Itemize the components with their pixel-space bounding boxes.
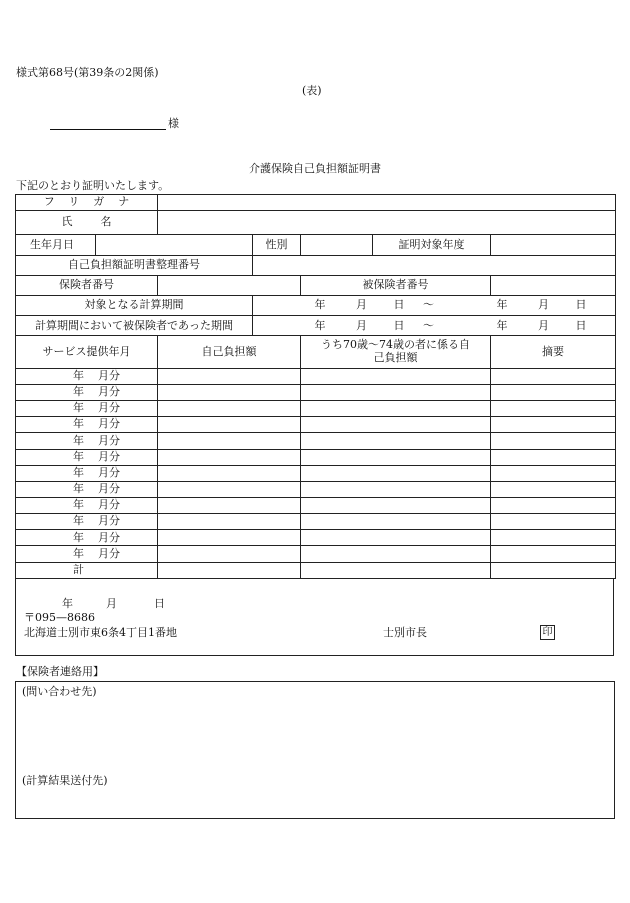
insurer-contact-heading: 【保険者連絡用】: [16, 665, 104, 678]
copay-cell: [158, 449, 301, 465]
period-start-month: 月: [356, 298, 368, 312]
document-title: 介護保険自己負担額証明書: [249, 162, 381, 175]
cert-year-value: [491, 235, 616, 255]
service-month-cell: [16, 401, 158, 417]
age-copay-cell: [301, 449, 491, 465]
age-copay-cell: [301, 498, 491, 514]
mayor-title: 士別市長: [383, 626, 427, 639]
copay-cell: [158, 530, 301, 546]
insurer-number-label: 保険者番号: [16, 275, 158, 295]
service-month-cell: [16, 481, 158, 497]
month-row-year: 年: [73, 498, 84, 512]
service-month-cell: [16, 546, 158, 562]
issuer-address: 北海道士別市東6条4丁目1番地: [24, 626, 177, 639]
certificate-table: [15, 194, 616, 579]
gender-value: [301, 235, 373, 255]
insured-start-day: 日: [393, 318, 405, 332]
copay-cell: [158, 433, 301, 449]
table-body: [16, 195, 616, 579]
age-copay-cell: [301, 465, 491, 481]
age-copay-cell: [301, 530, 491, 546]
birthdate-label: 生年月日: [16, 235, 96, 255]
age-copay-cell: [301, 514, 491, 530]
issue-day: 日: [154, 597, 165, 610]
issue-month: 月: [106, 597, 117, 610]
total-label: [16, 562, 158, 578]
furigana-label: フリガナ: [16, 195, 158, 211]
age-copay-cell: [301, 481, 491, 497]
total-row: [16, 562, 616, 578]
copay-cell: [158, 401, 301, 417]
period-tilde: 〜: [423, 298, 435, 312]
month-row: [16, 368, 616, 384]
insured-start-month: 月: [356, 318, 368, 332]
service-month-cell: [16, 514, 158, 530]
send-to-label: (計算結果送付先): [22, 774, 108, 787]
remarks-cell: [491, 514, 616, 530]
month-row-year: 年: [73, 449, 84, 463]
service-month-cell: [16, 449, 158, 465]
remarks-cell: [491, 449, 616, 465]
month-row-year: 年: [73, 385, 84, 399]
copay-cell: [158, 384, 301, 400]
insured-period-value: [253, 316, 616, 336]
month-row: [16, 530, 616, 546]
month-row-year: 年: [73, 482, 84, 496]
month-row-suffix: 月分: [98, 546, 120, 560]
month-row-suffix: 月分: [98, 498, 120, 512]
remarks-cell: [491, 384, 616, 400]
copay-cell: [158, 514, 301, 530]
insured-tilde: 〜: [423, 318, 435, 332]
month-row-year: 年: [73, 530, 84, 544]
age-copay-cell: [301, 562, 491, 578]
insured-end-month: 月: [538, 318, 550, 332]
month-row-year: 年: [73, 546, 84, 560]
month-row: [16, 546, 616, 562]
month-row-year: 年: [73, 417, 84, 431]
period-end-year: 年: [496, 298, 508, 312]
copay-cell: [158, 481, 301, 497]
col-header-remarks: 摘要: [491, 336, 616, 368]
month-row-suffix: 月分: [98, 401, 120, 415]
month-row-suffix: 月分: [98, 514, 120, 528]
month-row-suffix: 月分: [98, 433, 120, 447]
insured-start-year: 年: [314, 318, 326, 332]
insured-end-day: 日: [575, 318, 587, 332]
month-row: [16, 417, 616, 433]
age-copay-cell: [301, 384, 491, 400]
period-start-year: 年: [314, 298, 326, 312]
remarks-cell: [491, 368, 616, 384]
copay-cell: [158, 417, 301, 433]
month-row: [16, 433, 616, 449]
insured-number-value: [491, 275, 616, 295]
issue-date: [62, 598, 165, 609]
service-month-cell: [16, 465, 158, 481]
issuer-box: [15, 578, 614, 656]
remarks-cell: [491, 417, 616, 433]
insured-period-label: 計算期間において被保険者であった期間: [16, 316, 253, 336]
month-row-suffix: 月分: [98, 465, 120, 479]
contact-box: [15, 681, 615, 819]
postal-code: 〒095—8686: [24, 611, 95, 624]
age-copay-cell: [301, 401, 491, 417]
name-label: 氏名: [16, 211, 158, 235]
remarks-cell: [491, 401, 616, 417]
remarks-cell: [491, 546, 616, 562]
month-row-year: 年: [73, 514, 84, 528]
calc-period-value: [253, 296, 616, 316]
copay-cell: [158, 368, 301, 384]
service-month-cell: [16, 433, 158, 449]
service-month-cell: [16, 368, 158, 384]
seal-mark: 印: [540, 625, 555, 640]
month-row: [16, 514, 616, 530]
calc-period-label: 対象となる計算期間: [16, 296, 253, 316]
period-start-day: 日: [393, 298, 405, 312]
cert-number-value: [253, 255, 616, 275]
month-row-suffix: 月分: [98, 369, 120, 382]
service-month-cell: [16, 384, 158, 400]
issue-year: 年: [62, 597, 73, 610]
name-value: [158, 211, 616, 235]
form-number: 様式第68号(第39条の2関係): [16, 66, 159, 79]
copay-cell: [158, 562, 301, 578]
month-row-year: 年: [73, 465, 84, 479]
month-row: [16, 449, 616, 465]
intro-text: 下記のとおり証明いたします。: [16, 179, 170, 192]
furigana-value: [158, 195, 616, 211]
service-month-cell: [16, 417, 158, 433]
month-row-suffix: 月分: [98, 385, 120, 399]
col-header-age-copay: うち70歳〜74歳の者に係る自己負担額: [301, 336, 491, 368]
birthdate-value: [96, 235, 253, 255]
inquiry-label: (問い合わせ先): [22, 685, 97, 698]
remarks-cell: [491, 498, 616, 514]
month-row-year: 年: [73, 369, 84, 382]
service-month-cell: [16, 498, 158, 514]
age-copay-cell: [301, 546, 491, 562]
month-row-suffix: 月分: [98, 417, 120, 431]
month-row-year: 年: [73, 401, 84, 415]
month-row: [16, 401, 616, 417]
month-row-suffix: 月分: [98, 482, 120, 496]
age-copay-cell: [301, 417, 491, 433]
month-row-suffix: 月分: [98, 449, 120, 463]
addressee-suffix: 様: [168, 117, 179, 130]
side-label: (表): [302, 84, 322, 97]
total-text: 計: [73, 562, 84, 576]
cert-number-label: 自己負担額証明書整理番号: [16, 255, 253, 275]
remarks-cell: [491, 481, 616, 497]
month-row: [16, 481, 616, 497]
age-copay-cell: [301, 368, 491, 384]
service-month-cell: [16, 530, 158, 546]
remarks-cell: [491, 562, 616, 578]
month-row-suffix: 月分: [98, 530, 120, 544]
age-copay-cell: [301, 433, 491, 449]
remarks-cell: [491, 433, 616, 449]
month-row: [16, 384, 616, 400]
insurer-number-value: [158, 275, 301, 295]
gender-label: 性別: [253, 235, 301, 255]
period-end-month: 月: [538, 298, 550, 312]
addressee-line: [50, 129, 166, 130]
copay-cell: [158, 498, 301, 514]
insured-end-year: 年: [496, 318, 508, 332]
insured-number-label: 被保険者番号: [301, 275, 491, 295]
month-row-year: 年: [73, 433, 84, 447]
month-row: [16, 465, 616, 481]
copay-cell: [158, 546, 301, 562]
remarks-cell: [491, 530, 616, 546]
cert-year-label: 証明対象年度: [373, 235, 491, 255]
col-header-copay: 自己負担額: [158, 336, 301, 368]
period-end-day: 日: [575, 298, 587, 312]
remarks-cell: [491, 465, 616, 481]
month-row: [16, 498, 616, 514]
col-header-service-month: サービス提供年月: [16, 336, 158, 368]
copay-cell: [158, 465, 301, 481]
